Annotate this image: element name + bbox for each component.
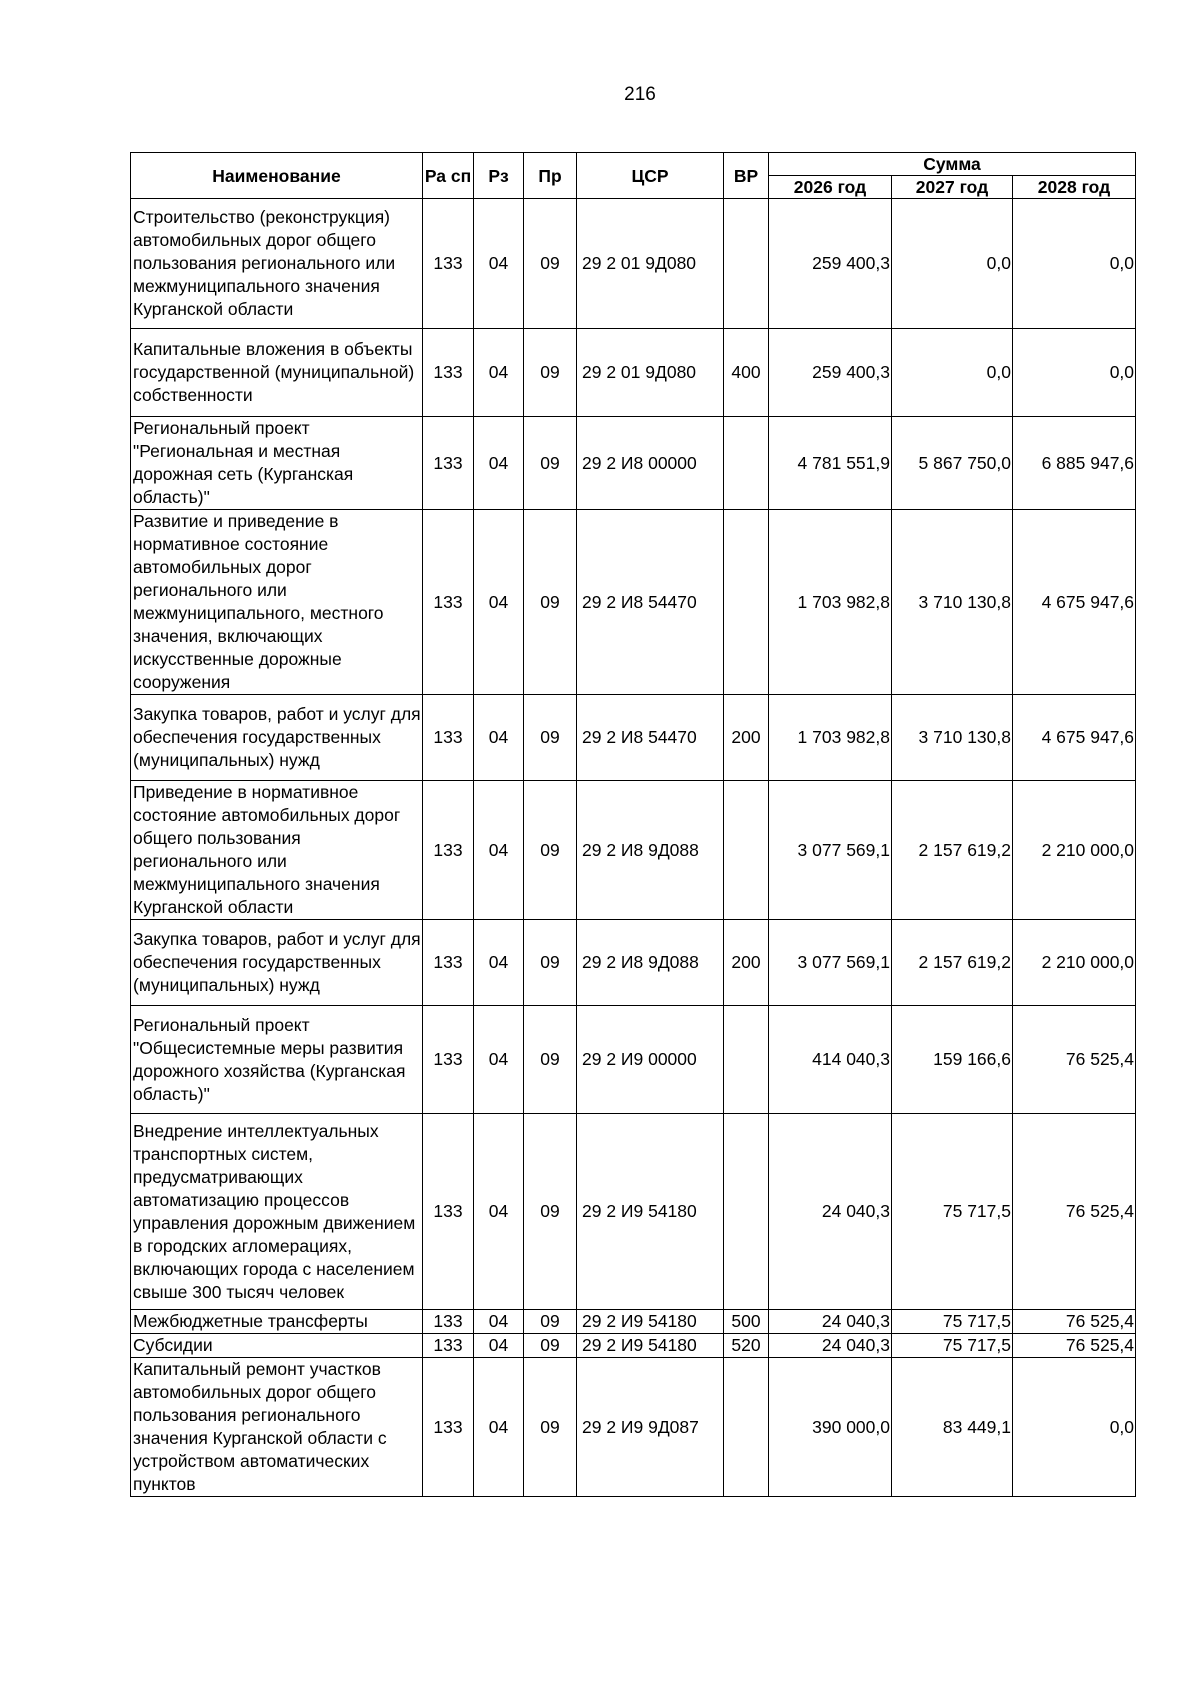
row-sum-2027: 5 867 750,0: [892, 417, 1013, 510]
row-csr: 29 2 И9 54180: [577, 1334, 724, 1358]
row-sum-2027: 83 449,1: [892, 1358, 1013, 1497]
row-sum-2026: 259 400,3: [769, 329, 892, 417]
row-vr: 400: [724, 329, 769, 417]
row-rasp: 133: [423, 510, 474, 695]
table-header: [131, 153, 1136, 199]
row-sum-2027: 159 166,6: [892, 1006, 1013, 1114]
row-rasp: 133: [423, 1310, 474, 1334]
row-rasp: 133: [423, 1358, 474, 1497]
header-csr: ЦСР: [577, 153, 724, 199]
table-row: [131, 695, 1136, 781]
row-csr: 29 2 И9 54180: [577, 1310, 724, 1334]
row-rz: 04: [474, 781, 524, 920]
row-vr: [724, 510, 769, 695]
row-sum-2026: 1 703 982,8: [769, 510, 892, 695]
row-sum-2027: 0,0: [892, 329, 1013, 417]
header-sum: Сумма: [769, 153, 1136, 176]
row-rz: 04: [474, 695, 524, 781]
row-rz: 04: [474, 1006, 524, 1114]
row-sum-2028: 76 525,4: [1013, 1310, 1136, 1334]
row-pr: 09: [524, 329, 577, 417]
row-pr: 09: [524, 1006, 577, 1114]
row-rasp: 133: [423, 1114, 474, 1310]
row-sum-2028: 4 675 947,6: [1013, 510, 1136, 695]
table-row: [131, 329, 1136, 417]
row-rasp: 133: [423, 1334, 474, 1358]
row-vr: 200: [724, 920, 769, 1006]
row-csr: 29 2 И8 54470: [577, 695, 724, 781]
header-pr: Пр: [524, 153, 577, 199]
row-sum-2026: 24 040,3: [769, 1310, 892, 1334]
row-name: Капитальный ремонт участков автомобильных дорог общего пользования регионального значения Курганской области с устройством автоматических пунктов: [131, 1358, 423, 1497]
row-name: Региональный проект "Общесистемные меры развития дорожного хозяйства (Курганская область)": [131, 1006, 423, 1114]
table-row: [131, 1334, 1136, 1358]
row-pr: 09: [524, 695, 577, 781]
row-csr: 29 2 И8 9Д088: [577, 920, 724, 1006]
row-sum-2027: 3 710 130,8: [892, 510, 1013, 695]
row-vr: 200: [724, 695, 769, 781]
table-row: [131, 510, 1136, 695]
row-name: Субсидии: [131, 1334, 423, 1358]
row-name: Внедрение интеллектуальных транспортных систем, предусматривающих автоматизацию процессов управления дорожным движением в городских агломерациях, включающих города с населением свыше 300 тысяч человек: [131, 1114, 423, 1310]
table-body: [131, 199, 1136, 1497]
row-name: Развитие и приведение в нормативное состояние автомобильных дорог регионального или межмуниципального, местного значения, включающих искусственные дорожные сооружения: [131, 510, 423, 695]
row-csr: 29 2 И8 9Д088: [577, 781, 724, 920]
row-sum-2026: 3 077 569,1: [769, 920, 892, 1006]
row-sum-2027: 2 157 619,2: [892, 920, 1013, 1006]
row-rasp: 133: [423, 920, 474, 1006]
page-number: 216: [624, 84, 656, 105]
row-sum-2028: 2 210 000,0: [1013, 920, 1136, 1006]
row-name: Закупка товаров, работ и услуг для обеспечения государственных (муниципальных) нужд: [131, 920, 423, 1006]
row-rz: 04: [474, 1114, 524, 1310]
table-row: [131, 1358, 1136, 1497]
row-vr: [724, 1358, 769, 1497]
row-pr: 09: [524, 1310, 577, 1334]
row-pr: 09: [524, 1114, 577, 1310]
row-pr: 09: [524, 199, 577, 329]
row-sum-2028: 76 525,4: [1013, 1006, 1136, 1114]
header-rz: Рз: [474, 153, 524, 199]
row-rasp: 133: [423, 199, 474, 329]
row-vr: 500: [724, 1310, 769, 1334]
row-sum-2027: 2 157 619,2: [892, 781, 1013, 920]
row-name: Строительство (реконструкция) автомобильных дорог общего пользования регионального или межмуниципального значения Курганской области: [131, 199, 423, 329]
row-rz: 04: [474, 1358, 524, 1497]
row-sum-2027: 0,0: [892, 199, 1013, 329]
row-sum-2026: 4 781 551,9: [769, 417, 892, 510]
row-rasp: 133: [423, 1006, 474, 1114]
budget-table: [130, 152, 1136, 1497]
row-csr: 29 2 01 9Д080: [577, 199, 724, 329]
row-pr: 09: [524, 1358, 577, 1497]
row-sum-2028: 4 675 947,6: [1013, 695, 1136, 781]
row-sum-2028: 6 885 947,6: [1013, 417, 1136, 510]
row-rasp: 133: [423, 417, 474, 510]
header-vr: ВР: [724, 153, 769, 199]
table-row: [131, 781, 1136, 920]
row-sum-2027: 75 717,5: [892, 1334, 1013, 1358]
header-name: Наименование: [131, 153, 423, 199]
header-year-2028: 2028 год: [1013, 176, 1136, 199]
row-sum-2026: 1 703 982,8: [769, 695, 892, 781]
row-sum-2028: 76 525,4: [1013, 1334, 1136, 1358]
row-rz: 04: [474, 1310, 524, 1334]
row-sum-2028: 0,0: [1013, 199, 1136, 329]
row-sum-2026: 414 040,3: [769, 1006, 892, 1114]
row-sum-2026: 24 040,3: [769, 1114, 892, 1310]
row-sum-2028: 0,0: [1013, 329, 1136, 417]
row-csr: 29 2 01 9Д080: [577, 329, 724, 417]
row-vr: [724, 417, 769, 510]
table-row: [131, 1006, 1136, 1114]
row-sum-2027: 75 717,5: [892, 1114, 1013, 1310]
row-csr: 29 2 И9 54180: [577, 1114, 724, 1310]
table-row: [131, 920, 1136, 1006]
row-vr: [724, 1114, 769, 1310]
row-pr: 09: [524, 920, 577, 1006]
row-sum-2028: 76 525,4: [1013, 1114, 1136, 1310]
row-csr: 29 2 И9 9Д087: [577, 1358, 724, 1497]
row-pr: 09: [524, 1334, 577, 1358]
row-sum-2027: 3 710 130,8: [892, 695, 1013, 781]
row-pr: 09: [524, 417, 577, 510]
table-row: [131, 1310, 1136, 1334]
table-row: [131, 417, 1136, 510]
row-rz: 04: [474, 920, 524, 1006]
row-sum-2028: 2 210 000,0: [1013, 781, 1136, 920]
row-name: Межбюджетные трансферты: [131, 1310, 423, 1334]
row-rz: 04: [474, 199, 524, 329]
row-pr: 09: [524, 781, 577, 920]
header-year-2027: 2027 год: [892, 176, 1013, 199]
row-rz: 04: [474, 1334, 524, 1358]
row-rz: 04: [474, 329, 524, 417]
row-rasp: 133: [423, 329, 474, 417]
row-sum-2026: 24 040,3: [769, 1334, 892, 1358]
table-row: [131, 199, 1136, 329]
header-rasp: Ра сп: [423, 153, 474, 199]
row-name: Региональный проект "Региональная и местная дорожная сеть (Курганская область)": [131, 417, 423, 510]
row-vr: [724, 199, 769, 329]
row-sum-2028: 0,0: [1013, 1358, 1136, 1497]
row-rz: 04: [474, 417, 524, 510]
row-rasp: 133: [423, 695, 474, 781]
row-sum-2026: 390 000,0: [769, 1358, 892, 1497]
row-csr: 29 2 И8 54470: [577, 510, 724, 695]
table-row: [131, 1114, 1136, 1310]
row-pr: 09: [524, 510, 577, 695]
row-sum-2026: 3 077 569,1: [769, 781, 892, 920]
row-vr: [724, 781, 769, 920]
row-vr: [724, 1006, 769, 1114]
row-rasp: 133: [423, 781, 474, 920]
row-sum-2027: 75 717,5: [892, 1310, 1013, 1334]
row-name: Приведение в нормативное состояние автомобильных дорог общего пользования регионального или межмуниципального значения Курганской области: [131, 781, 423, 920]
row-vr: 520: [724, 1334, 769, 1358]
row-rz: 04: [474, 510, 524, 695]
row-csr: 29 2 И9 00000: [577, 1006, 724, 1114]
header-year-2026: 2026 год: [769, 176, 892, 199]
row-name: Закупка товаров, работ и услуг для обеспечения государственных (муниципальных) нужд: [131, 695, 423, 781]
row-name: Капитальные вложения в объекты государственной (муниципальной) собственности: [131, 329, 423, 417]
row-csr: 29 2 И8 00000: [577, 417, 724, 510]
row-sum-2026: 259 400,3: [769, 199, 892, 329]
